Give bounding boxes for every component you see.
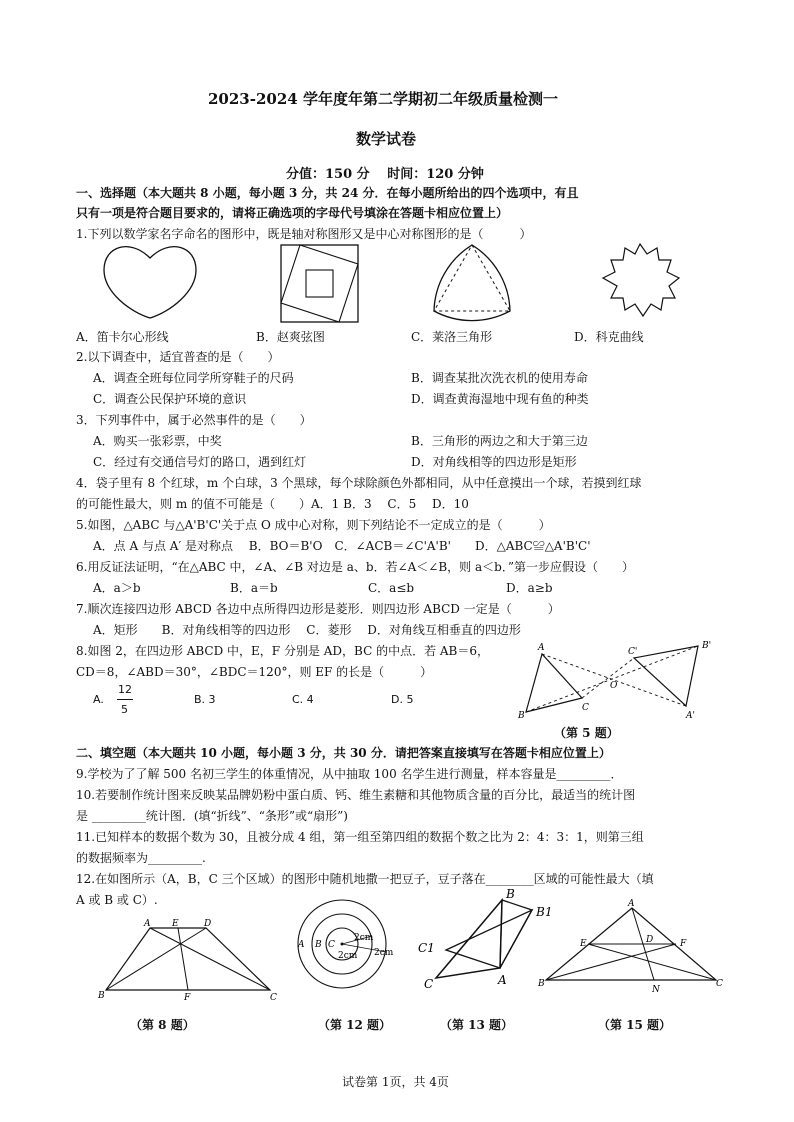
q11-line2: 的数据频率为_________. [76,851,206,865]
fig15-label-a: A [628,899,635,909]
q4-line2: 的可能性最大，则 m 的值不可能是（ ）A．1 B．3 C．5 D．10 [76,497,469,511]
q1-option-c: C．莱洛三角形 [411,330,493,344]
q5-options: A．点 A 与点 A′ 是对称点 B．BO＝B'O C．∠ACB＝∠C'A'B' D．△ABC≌△A'B'C' [93,539,591,553]
q2-option-a: A．调查全班每位同学所穿鞋子的尺码 [93,371,294,385]
q10-line2: 是 _________统计图．(填“折线”、“条形”或“扇形”) [76,809,348,823]
q8-option-d: D. 5 [391,693,414,706]
fig13-label-b1: B1 [536,905,553,919]
fraction-bar [117,699,133,700]
fig13-label-a: A [498,973,507,987]
q7-stem: 7.顺次连接四边形 ABCD 各边中点所得四边形是菱形．则四边形 ABCD 一定是（ ） [76,602,560,616]
q3-option-b: B．三角形的两边之和大于第三边 [411,434,588,448]
caption-fig13: （第 13 题） [440,1018,514,1032]
q6-option-b: B．a＝b [230,581,278,595]
reuleaux-figure [430,243,514,321]
q3-stem: 3．下列事件中，属于必然事件的是（ ） [76,413,312,427]
q3-option-d: D．对角线相等的四边形是矩形 [411,455,577,469]
q8-option-a-numerator: 12 [118,683,132,696]
section2-heading: 二、填空题（本大题共 10 小题，每小题 3 分，共 30 分．请把答案直接填写在答题卡相应位置上） [76,746,611,760]
fig5-label-c: C [582,703,589,713]
fig5-label-b-prime: B' [702,641,712,651]
fig15-label-f: F [680,939,687,949]
q8-line2: CD＝8，∠ABD＝30°，∠BDC＝120°，则 EF 的长是（ ） [76,665,433,679]
zhaoshuang-figure [280,244,360,324]
fig15-label-n: N [652,985,660,995]
fig13-label-c1: C1 [418,941,435,955]
q9: 9.学校为了了解 500 名初三学生的体重情况，从中抽取 100 名学生进行测量，样本容量是_________． [76,767,623,781]
q11-line1: 11.已知样本的数据个数为 30，且被分成 4 组，第一组至第四组的数据个数之比为 2：4：3：1，则第三组 [76,830,644,844]
q2-stem: 2.以下调查中，适宜普查的是（ ） [76,350,280,364]
q3-option-a: A．购买一张彩票，中奖 [93,434,222,448]
fig5-label-o: O [610,681,618,691]
q10-line1: 10.若要制作统计图来反映某品牌奶粉中蛋白质、钙、维生素糖和其他物质含量的百分比，最适当的统计图 [76,788,636,802]
section1-heading-2: 只有一项是符合题目要求的，请将正确选项的字母代号填涂在答题卡相应位置上） [76,206,509,220]
cardioid-figure [100,240,200,320]
fig5-label-a-prime: A' [686,711,695,721]
q2-option-c: C．调查公民保护环境的意识 [93,392,247,406]
q1-option-a: A．笛卡尔心形线 [76,330,169,344]
page-footer: 试卷第 1页，共 4页 [342,1075,449,1089]
figure-13 [418,887,553,992]
q6-stem: 6.用反证法证明，“在△ABC 中，∠A、∠B 对边是 a、b．若∠A＜∠B，则 a＜b．”第一步应假设（ ） [76,560,634,574]
fig12-label-a: A [298,940,305,950]
q4-line1: 4．袋子里有 8 个红球，m 个白球，3 个黑球，每个球除颜色外都相同，从中任意摸出一个球，若摸到红球 [76,476,642,490]
score-time: 分值：150 分 时间：120 分钟 [286,167,484,182]
fig15-label-e: E [580,939,587,949]
q6-option-a: A．a＞b [93,581,141,595]
q3-option-c: C．经过有交通信号灯的路口，遇到红灯 [93,455,307,469]
q2-option-b: B．调查某批次洗衣机的使用寿命 [411,371,588,385]
figure-8 [98,918,288,1004]
exam-subject: 数学试卷 [356,130,417,148]
figure-12 [296,896,402,996]
fig12-label-r2: 2cm [338,951,358,961]
q6-option-c: C．a≤b [368,581,415,595]
q6-option-d: D．a≥b [506,581,553,595]
q1-option-b: B．赵爽弦图 [256,330,325,344]
fig5-label-c-prime: C' [628,647,638,657]
fig8-label-f: F [184,993,191,1003]
q1-option-d: D．科克曲线 [574,330,644,344]
caption-fig15: （第 15 题） [598,1018,672,1032]
fig13-label-c: C [424,977,434,991]
q8-option-c: C. 4 [292,693,314,706]
fig12-label-r1: 2cm [354,933,374,943]
q1-stem: 1.下列以数学家名字命名的图形中，既是轴对称图形又是中心对称图形的是（ ） [76,227,532,241]
q2-option-d: D．调查黄海湿地中现有鱼的种类 [411,392,589,406]
fig8-label-c: C [270,993,277,1003]
figure-15 [538,896,728,996]
fig15-label-b: B [538,979,545,989]
fig8-label-b: B [98,991,105,1001]
fig15-label-d: D [646,935,654,945]
caption-fig5: （第 5 题） [554,726,619,740]
fig12-label-c: C [328,940,335,950]
fig5-label-b: B [518,711,525,721]
q8-option-a-denominator: 5 [121,703,128,716]
fig5-label-a: A [538,643,545,653]
fig12-label-r3: 2cm [374,948,394,958]
fig8-label-d: D [204,919,212,929]
fig12-label-b: B [315,940,322,950]
q7-options: A．矩形 B．对角线相等的四边形 C．菱形 D．对角线互相垂直的四边形 [93,623,521,637]
koch-figure [595,240,685,320]
q8-option-a-label: A. [93,693,104,706]
exam-title: 2023-2024 学年度年第二学期初二年级质量检测一 [208,90,558,108]
q12-line2: A 或 B 或 C）. [76,893,158,907]
figure-5 [516,640,716,720]
q5-stem: 5.如图，△ABC 与△A'B'C'关于点 O 成中心对称，则下列结论不一定成立的是（ ） [76,518,551,532]
q12-line1: 12.在如图所示（A，B，C 三个区域）的图形中随机地撒一把豆子，豆子落在________区域的可能性最大（填 [76,872,654,886]
q8-option-b: B. 3 [194,693,216,706]
fig8-label-e: E [172,919,179,929]
q8-line1: 8.如图 2，在四边形 ABCD 中，E，F 分别是 AD，BC 的中点．若 AB＝6， [76,644,490,658]
caption-fig12: （第 12 题） [318,1018,392,1032]
fig8-label-a: A [144,919,151,929]
fig15-label-c: C [716,979,723,989]
section1-heading-1: 一、选择题（本大题共 8 小题，每小题 3 分，共 24 分．在每小题所给出的四个选项中，有且 [76,186,579,200]
caption-fig8: （第 8 题） [130,1018,195,1032]
fig13-label-b: B [506,887,515,901]
